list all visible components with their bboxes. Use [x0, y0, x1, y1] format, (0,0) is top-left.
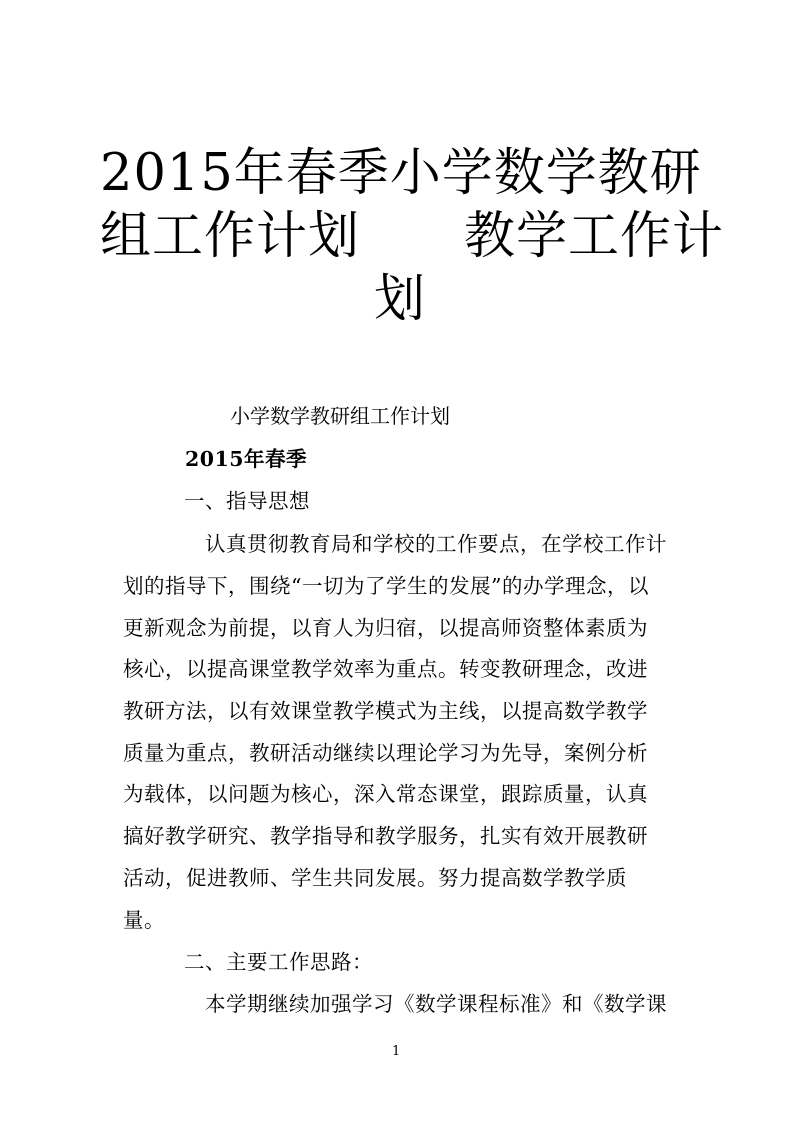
paragraph-line: 认真贯彻教育局和学校的工作要点，在学校工作计 [205, 532, 667, 556]
paragraph-line: 更新观念为前提，以育人为归宿，以提高师资整体素质为 [123, 616, 648, 640]
paragraph-line: 核心，以提高课堂教学效率为重点。转变教研理念，改进 [123, 657, 648, 681]
season-label: 2015年春季 [185, 447, 308, 471]
title-line-3: 划 [373, 270, 426, 329]
paragraph-line: 教研方法，以有效课堂教学模式为主线，以提高数学教学 [123, 699, 648, 723]
paragraph-line: 搞好教学研究、教学指导和教学服务，扎实有效开展教研 [123, 824, 648, 848]
section1-heading: 一、指导思想 [184, 489, 310, 513]
title-line-2: 组工作计划 教学工作计 [100, 207, 725, 266]
paragraph-line: 质量为重点，教研活动继续以理论学习为先导，案例分析 [123, 741, 648, 765]
paragraph-line: 量。 [123, 908, 165, 932]
paragraph-line: 本学期继续加强学习《数学课程标准》和《数学课 [205, 992, 667, 1016]
section2-heading: 二、主要工作思路： [184, 950, 373, 974]
paragraph-line: 活动，促进教师、学生共同发展。努力提高数学教学质 [123, 866, 627, 890]
document-title [100, 142, 725, 331]
title-line-1: 2015年春季小学数学教研 [100, 144, 702, 203]
paragraph-line: 划的指导下，围绕“一切为了学生的发展”的办学理念，以 [123, 574, 649, 598]
page-number: 1 [392, 1044, 401, 1059]
subtitle: 小学数学教研组工作计划 [230, 404, 450, 428]
paragraph-line: 为载体，以问题为核心，深入常态课堂，跟踪质量，认真 [123, 782, 648, 806]
